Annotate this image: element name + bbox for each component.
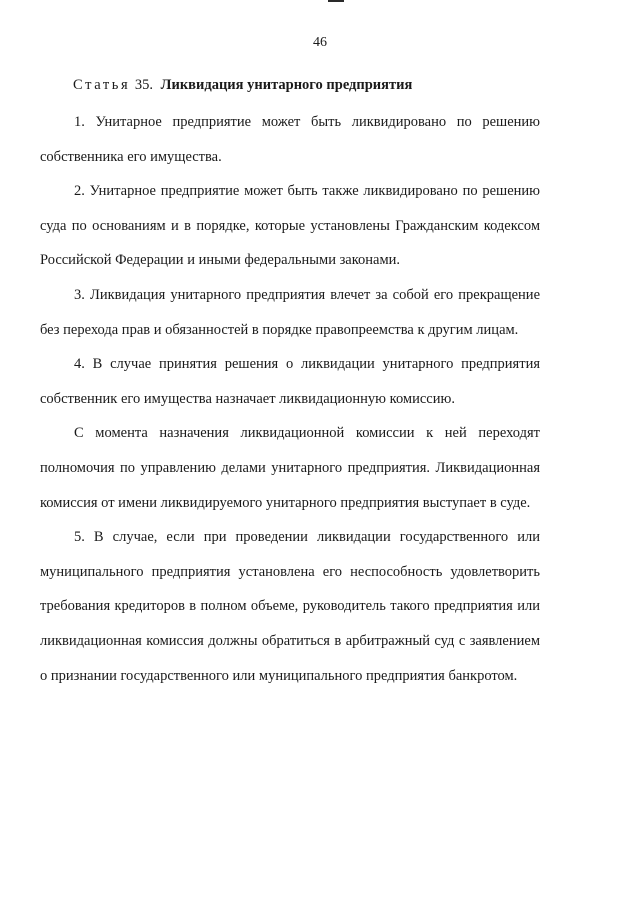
top-edge-mark <box>328 0 344 2</box>
paragraph-4-continued: С момента назначения ликвидационной комиссии к ней переходят полномочия по управлению делами унитарного предприятия. Ликвидационная комиссия от имени ликвидируемого унитарного предприятия выступает в суде. <box>40 425 540 511</box>
article-heading <box>40 68 540 102</box>
paragraph-3: 3. Ликвидация унитарного предприятия влечет за собой его прекращение без перехода прав и обязанностей в порядке правопреемства к другим лицам. <box>40 286 540 338</box>
paragraph-2: 2. Унитарное предприятие может быть также ликвидировано по решению суда по основаниям и в порядке, которые установлены Гражданским кодексом Российской Федерации и иными федеральными законами. <box>40 183 540 269</box>
article-label: Статья <box>73 77 131 93</box>
page-number: 46 <box>313 35 327 50</box>
document-body <box>40 68 540 693</box>
paragraph-1: 1. Унитарное предприятие может быть ликвидировано по решению собственника его имущества. <box>40 114 540 165</box>
article-number: 35. <box>134 77 154 93</box>
paragraph-5: 5. В случае, если при проведении ликвидации государственного или муниципального предприятия установлена его неспособность удовлетворить требования кредиторов в полном объеме, руководитель такого предприятия или ликвидационная комиссия должны обратиться в арбитражный суд с заявлением о признании государственного или муниципального предприятия банкротом. <box>40 529 540 684</box>
article-title: Ликвидация унитарного предприятия <box>160 77 413 93</box>
paragraph-4: 4. В случае принятия решения о ликвидации унитарного предприятия собственник его имущества назначает ликвидационную комиссию. <box>40 356 540 407</box>
